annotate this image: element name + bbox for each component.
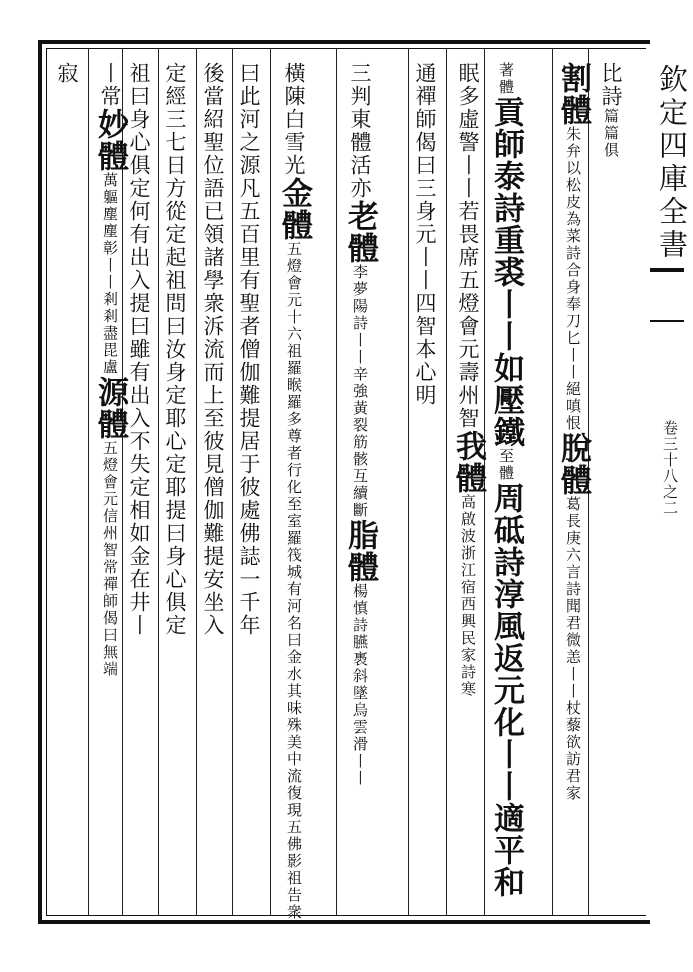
text-column-13: 寂 [55, 62, 79, 85]
column-divider [336, 48, 337, 916]
text-column-12: 丨常妙體萬軀塵塵彰丨丨剎剎盡毘盧源體五燈會元信州智常禪師偈曰無端 [92, 62, 128, 678]
heading-char: 源體 [92, 376, 128, 440]
heading-char: 周砥詩淳風返元化丨丨適平和 [488, 482, 524, 898]
text-column-10: 定經三七日方從定起祖問曰汝身定耶心定耶提曰身心俱定 [163, 62, 187, 637]
heading-char: 我體 [450, 430, 486, 494]
text-column-5: 通禪師偈曰三身元丨丨四智本心明 [413, 62, 437, 407]
text-column-3: 著體貢師泰詩重裘丨丨如壓鐵至體周砥詩淳風返元化丨丨適平和 [488, 62, 524, 898]
heading-char: 脂體 [342, 519, 378, 583]
column-divider [408, 48, 409, 916]
header-band [650, 268, 684, 272]
column-divider [552, 48, 553, 916]
heading-char: 老體 [342, 200, 378, 264]
column-divider [196, 48, 197, 916]
heading-char: 貢師泰詩重裘丨丨如壓鐵 [488, 96, 524, 448]
heading-char: 割體 [555, 62, 591, 126]
volume-label: 卷三十八之二 [661, 420, 679, 516]
text-column-6: 三判東體活亦老體李夢陽詩丨丨辛強黃裂筋骸互續斷脂體楊慎詩臙褭斜墜烏雲滑丨丨 [342, 62, 378, 787]
book-title: 欽定四庫全書 [655, 64, 689, 262]
text-column-8: 曰此河之源凡五百里有聖者僧伽難提居于彼處佛誌一千年 [237, 62, 261, 637]
header-band [650, 320, 684, 322]
text-column-11: 祖曰身心俱定何有出入提曰雖有出入不失定相如金在井丨 [127, 62, 151, 637]
column-divider [446, 48, 447, 916]
column-divider [270, 48, 271, 916]
text-column-9: 後當紹聖位語已領諸學衆泝流而上至彼見僧伽難提安坐入 [201, 62, 225, 637]
heading-char: 妙體 [92, 108, 128, 172]
text-column-7: 橫陳白雪光金體五燈會元十六祖羅睺羅多尊者行化至室羅筏城有河名曰金水其味殊美中流復現五佛影祖告衆 [276, 62, 312, 921]
column-divider [88, 48, 89, 916]
column-divider [232, 48, 233, 916]
text-column-4: 眠多虛警丨丨若畏席五燈會元壽州智我體高啟波浙江宿西興民家詩寒 [450, 62, 486, 698]
heading-char: 脫體 [555, 432, 591, 496]
text-column-1: 比詩篇篇俱 [599, 62, 623, 159]
heading-char: 金體 [276, 177, 312, 241]
column-divider [158, 48, 159, 916]
text-column-2: 割體朱弁以松皮為菜詩合身奉刀匕丨丨絕嗔恨脫體葛長庚六言詩聞君微恙丨丨杖藜欲訪君家 [555, 62, 591, 802]
